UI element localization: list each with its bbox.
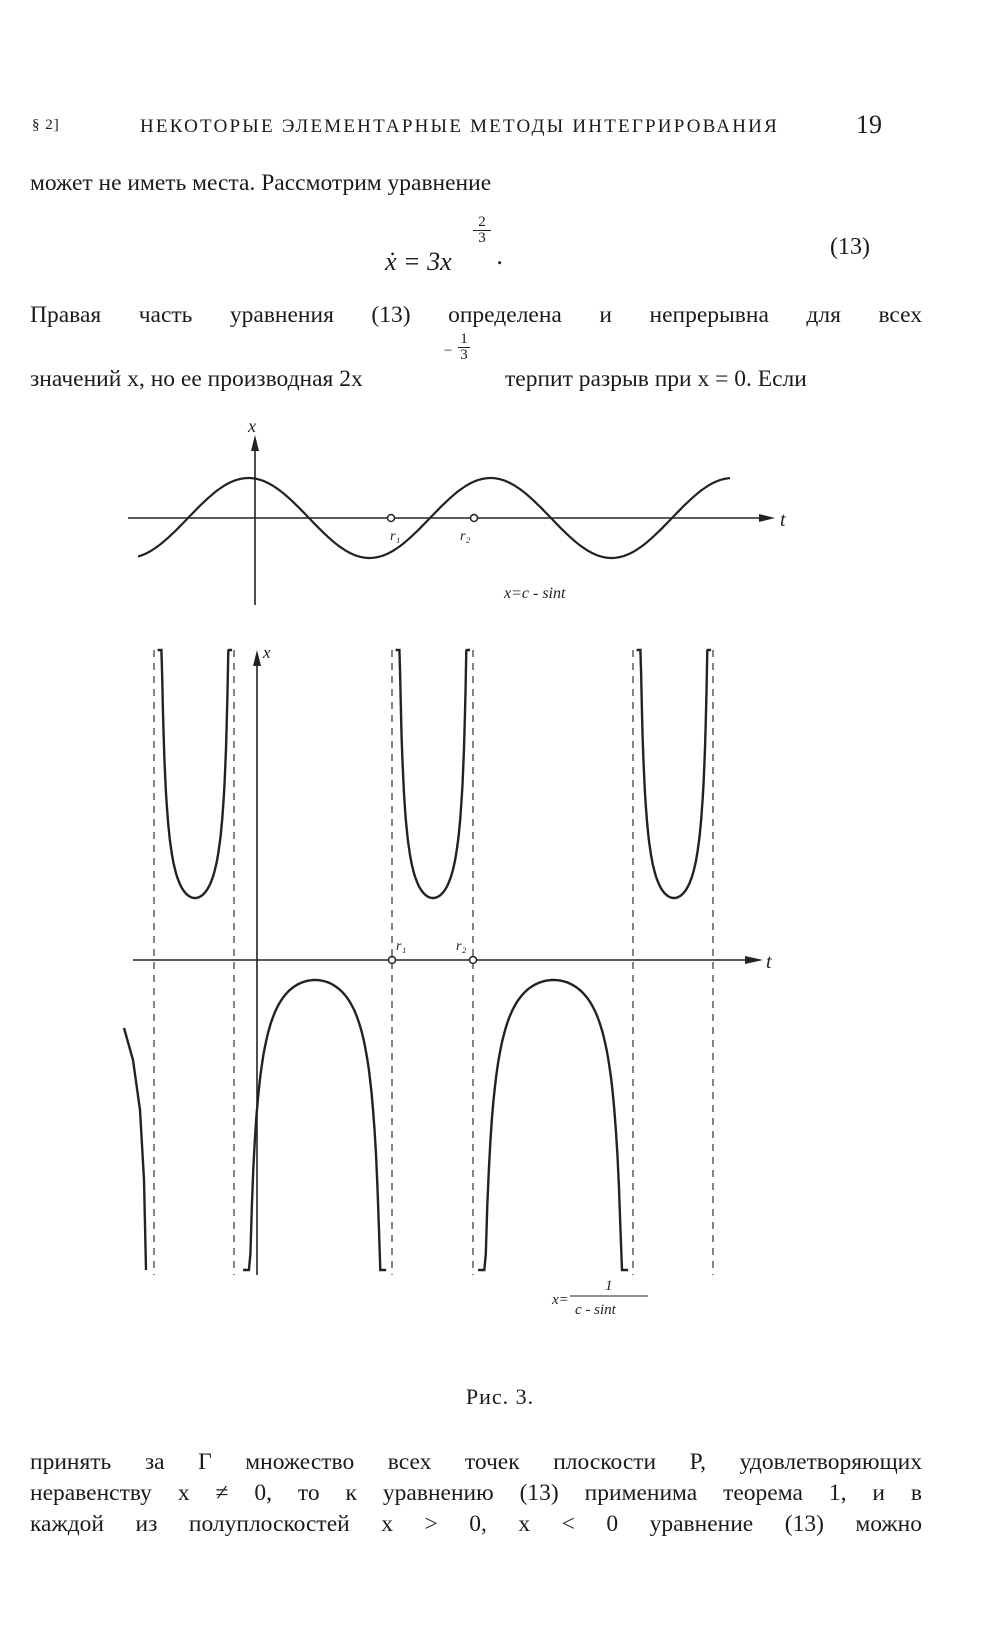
curve-label-denominator: c - sint [575, 1302, 616, 1318]
asymptotes [154, 650, 713, 1275]
exponent-denominator: 3 [460, 347, 468, 363]
equation-dot: . [497, 241, 504, 270]
text-line-5: неравенству x ≠ 0, то к уравнению (13) применима теорема 1, и в [30, 1480, 922, 1506]
equation-number: (13) [830, 234, 870, 260]
exponent-numerator: 1 [458, 332, 470, 348]
figure-caption: Рис. 3. [465, 1384, 535, 1409]
bottom-curve-label [551, 1278, 648, 1318]
curve-label-lhs: x= [552, 1292, 569, 1308]
bottom-root-2-marker [470, 957, 477, 964]
top-root-1-marker [388, 515, 395, 522]
text-line-4: принять за Г множество всех точек плоскости P, удовлетворяющих [30, 1449, 922, 1475]
bottom-t-axis-label: t [766, 951, 772, 973]
reciprocal-upper-branches [158, 650, 712, 898]
top-root-1-label: r₁ [390, 529, 401, 544]
text-line-1: может не иметь места. Рассмотрим уравнение [30, 170, 492, 196]
reciprocal-lower-branches [124, 980, 628, 1270]
derivative-exponent [446, 332, 476, 363]
figure-3 [0, 400, 1000, 1375]
top-x-axis-label: x [248, 416, 256, 436]
bottom-root-2-label: r₂ [456, 939, 467, 954]
exponent-numerator: 2 [473, 215, 491, 231]
bottom-x-axis-label: x [263, 643, 271, 662]
bottom-x-axis-arrow-icon [253, 650, 261, 666]
curve-label-numerator: 1 [605, 1278, 613, 1294]
bottom-root-1-label: r₁ [396, 939, 407, 954]
exponent-sign: − [444, 343, 453, 359]
top-curve-label: x=c - sint [504, 585, 566, 602]
top-plot [128, 416, 786, 605]
bottom-t-axis-arrow-icon [745, 956, 763, 964]
top-root-2-marker [471, 515, 478, 522]
equation-13 [385, 213, 545, 283]
running-title: НЕКОТОРЫЕ ЭЛЕМЕНТАРНЫЕ МЕТОДЫ ИНТЕГРИРОВАНИЯ [140, 116, 779, 137]
section-number: § 2] [32, 117, 60, 133]
top-t-axis-arrow-icon [759, 514, 775, 522]
page-number: 19 [856, 110, 882, 139]
bottom-root-1-marker [389, 957, 396, 964]
top-root-2-label: r₂ [460, 529, 471, 544]
equation-lhs: ẋ = 3x [385, 247, 452, 276]
exponent-denominator: 3 [478, 230, 486, 246]
bottom-plot [124, 643, 772, 1318]
equation-exponent [473, 215, 491, 246]
top-t-axis-label: t [780, 509, 786, 531]
text-line-3a: значений x, но ее производная 2x [30, 366, 363, 392]
top-x-axis-arrow-icon [251, 435, 259, 451]
text-line-2: Правая часть уравнения (13) определена и непрерывна для всех [30, 302, 922, 328]
text-line-6: каждой из полуплоскостей x > 0, x < 0 уравнение (13) можно [30, 1511, 922, 1537]
text-line-3b: терпит разрыв при x = 0. Если [505, 366, 807, 392]
